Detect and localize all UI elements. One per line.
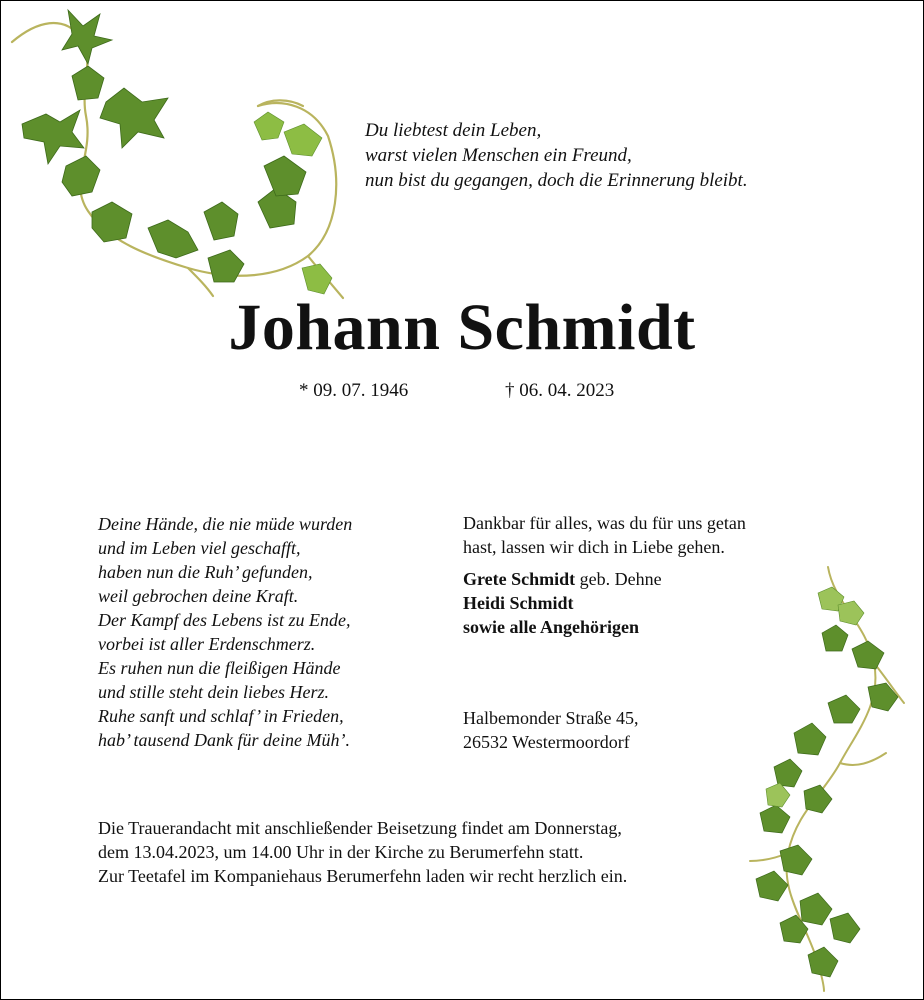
poem-line: haben nun die Ruh’ gefunden, [98, 562, 313, 582]
mourner-name: Grete Schmidt [463, 569, 576, 589]
motto-line: warst vielen Menschen ein Freund, [365, 145, 632, 166]
birth-date: * 09. 07. 1946 [299, 380, 409, 401]
service-line: Die Trauerandacht mit anschließender Beisetzung findet am Donnerstag, [98, 818, 622, 838]
motto-verse [365, 118, 748, 193]
poem-line: weil gebrochen deine Kraft. [98, 586, 299, 606]
service-line: dem 13.04.2023, um 14.00 Uhr in der Kirche zu Berumerfehn statt. [98, 842, 584, 862]
family-address [463, 706, 638, 754]
address-street: Halbemonder Straße 45, [463, 708, 639, 728]
mourner-grete [463, 567, 662, 591]
poem-verse [98, 512, 352, 752]
deceased-name: Johann Schmidt [228, 291, 696, 364]
mourner-maiden-name: geb. Dehne [575, 569, 662, 589]
thanks-text [463, 511, 746, 559]
thanks-line: Dankbar für alles, was du für uns getan [463, 513, 746, 533]
thanks-line: hast, lassen wir dich in Liebe gehen. [463, 537, 725, 557]
mourners-list [463, 567, 662, 639]
poem-line: und im Leben viel geschafft, [98, 538, 301, 558]
poem-line: Deine Hände, die nie müde wurden [98, 514, 353, 534]
mourner-heidi: Heidi Schmidt [463, 593, 574, 613]
poem-line: hab’ tausend Dank für deine Müh’. [98, 730, 350, 750]
poem-line: Es ruhen nun die fleißigen Hände [98, 658, 341, 678]
poem-line: und stille steht dein liebes Herz. [98, 682, 329, 702]
ivy-vine-top-left-icon [8, 6, 353, 306]
motto-line: nun bist du gegangen, doch die Erinnerung bleibt. [365, 170, 748, 191]
ivy-vine-bottom-right-icon [736, 563, 916, 993]
poem-line: Ruhe sanft und schlaf’ in Frieden, [98, 706, 344, 726]
mourner-relatives: sowie alle Angehörigen [463, 617, 639, 637]
poem-line: Der Kampf des Lebens ist zu Ende, [98, 610, 351, 630]
funeral-service-info [98, 816, 627, 888]
motto-line: Du liebtest dein Leben, [365, 120, 542, 141]
death-date: † 06. 04. 2023 [505, 380, 615, 401]
service-line: Zur Teetafel im Kompaniehaus Berumerfehn laden wir recht herzlich ein. [98, 866, 628, 886]
poem-line: vorbei ist aller Erdenschmerz. [98, 634, 316, 654]
address-city: 26532 Westermoordorf [463, 732, 630, 752]
